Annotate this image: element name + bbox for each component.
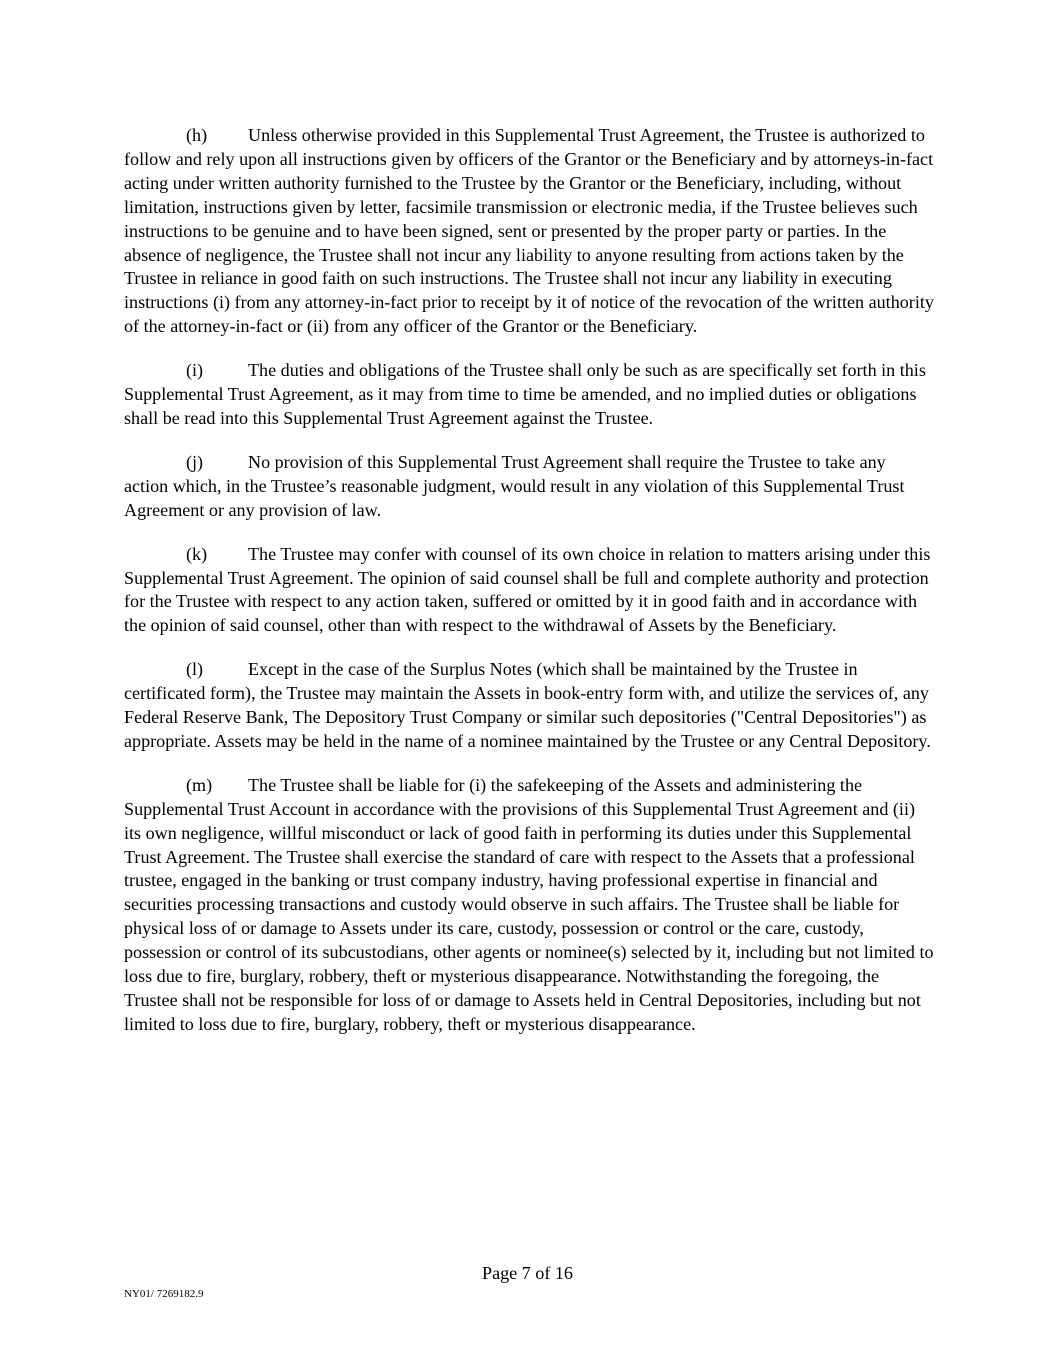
- paragraph-label: (l): [186, 659, 204, 680]
- paragraph-label: (h): [186, 125, 208, 145]
- paragraph-j: [124, 451, 934, 523]
- paragraph-l: [124, 658, 934, 754]
- page-number: Page 7 of 16: [482, 1263, 573, 1283]
- paragraph-i: [124, 359, 934, 431]
- paragraph-k: [124, 543, 934, 639]
- paragraph-h: [124, 124, 934, 339]
- document-body: [124, 124, 934, 1057]
- paragraph-text: Except in the case of the Surplus Notes (which shall be maintained by the Trustee in certificated form), the Trustee may maintain the Assets in book-entry form with, and utilize the services of, any Federal Reserve Bank, The Depository Trust Company or similar such depositories ("Central Depositories") as appropriate. Assets may be held in the name of a nominee maintained by the Trustee or any Central Depository.: [124, 659, 931, 751]
- paragraph-text: The Trustee may confer with counsel of its own choice in relation to matters arising under this Supplemental Trust Agreement. The opinion of said counsel shall be full and complete authority and protection for the Trustee with respect to any action taken, suffered or omitted by it in good faith and in accordance with the opinion of said counsel, other than with respect to the withdrawal of Assets by the Beneficiary.: [124, 543, 931, 636]
- paragraph-label: (m): [186, 774, 213, 795]
- paragraph-label: (i): [186, 360, 204, 381]
- paragraph-label: (j): [186, 451, 204, 472]
- paragraph-label: (k): [186, 543, 208, 564]
- paragraph-m: [124, 774, 934, 1037]
- paragraph-text: The Trustee shall be liable for (i) the safekeeping of the Assets and administering the Supplemental Trust Account in accordance with the provisions of this Supplemental Trust Agreement and (ii) its own negligence, willful misconduct or lack of good faith in performing its duties under this Supplemental Trust Agreement. The Trustee shall exercise the standard of care with respect to the Assets that a professional trustee, engaged in the banking or trust company industry, having professional expertise in financial and securities processing transactions and custody would observe in such affairs. The Trustee shall be liable for physical loss of or damage to Assets under its care, custody, possession or control or the care, custody, possession or control of its subcustodians, other agents or nominee(s) selected by it, including but not limited to loss due to fire, burglary, robbery, theft or mysterious disappearance. Notwithstanding the foregoing, the Trustee shall not be responsible for loss of or damage to Assets held in Central Depositories, including but not limited to loss due to fire, burglary, robbery, theft or mysterious disappearance.: [124, 774, 934, 1034]
- paragraph-text: Unless otherwise provided in this Supplemental Trust Agreement, the Trustee is authorized to follow and rely upon all instructions given by officers of the Grantor or the Beneficiary and by attorneys-in-fact acting under written authority furnished to the Trustee by the Grantor or the Beneficiary, including, without limitation, instructions given by letter, facsimile transmission or electronic media, if the Trustee believes such instructions to be genuine and to have been signed, sent or presented by the proper party or parties. In the absence of negligence, the Trustee shall not incur any liability to anyone resulting from actions taken by the Trustee in reliance in good faith on such instructions. The Trustee shall not incur any liability in executing instructions (i) from any attorney-in-fact prior to receipt by it of notice of the revocation of the written authority of the attorney-in-fact or (ii) from any officer of the Grantor or the Beneficiary.: [124, 125, 934, 337]
- document-id: NY01/ 7269182.9: [124, 1288, 204, 1300]
- paragraph-text: The duties and obligations of the Trustee shall only be such as are specifically set forth in this Supplemental Trust Agreement, as it may from time to time be amended, and no implied duties or obligations shall be read into this Supplemental Trust Agreement against the Trustee.: [124, 360, 926, 428]
- paragraph-text: No provision of this Supplemental Trust Agreement shall require the Trustee to take any action which, in the Trustee’s reasonable judgment, would result in any violation of this Supplemental Trust Agreement or any provision of law.: [124, 451, 905, 520]
